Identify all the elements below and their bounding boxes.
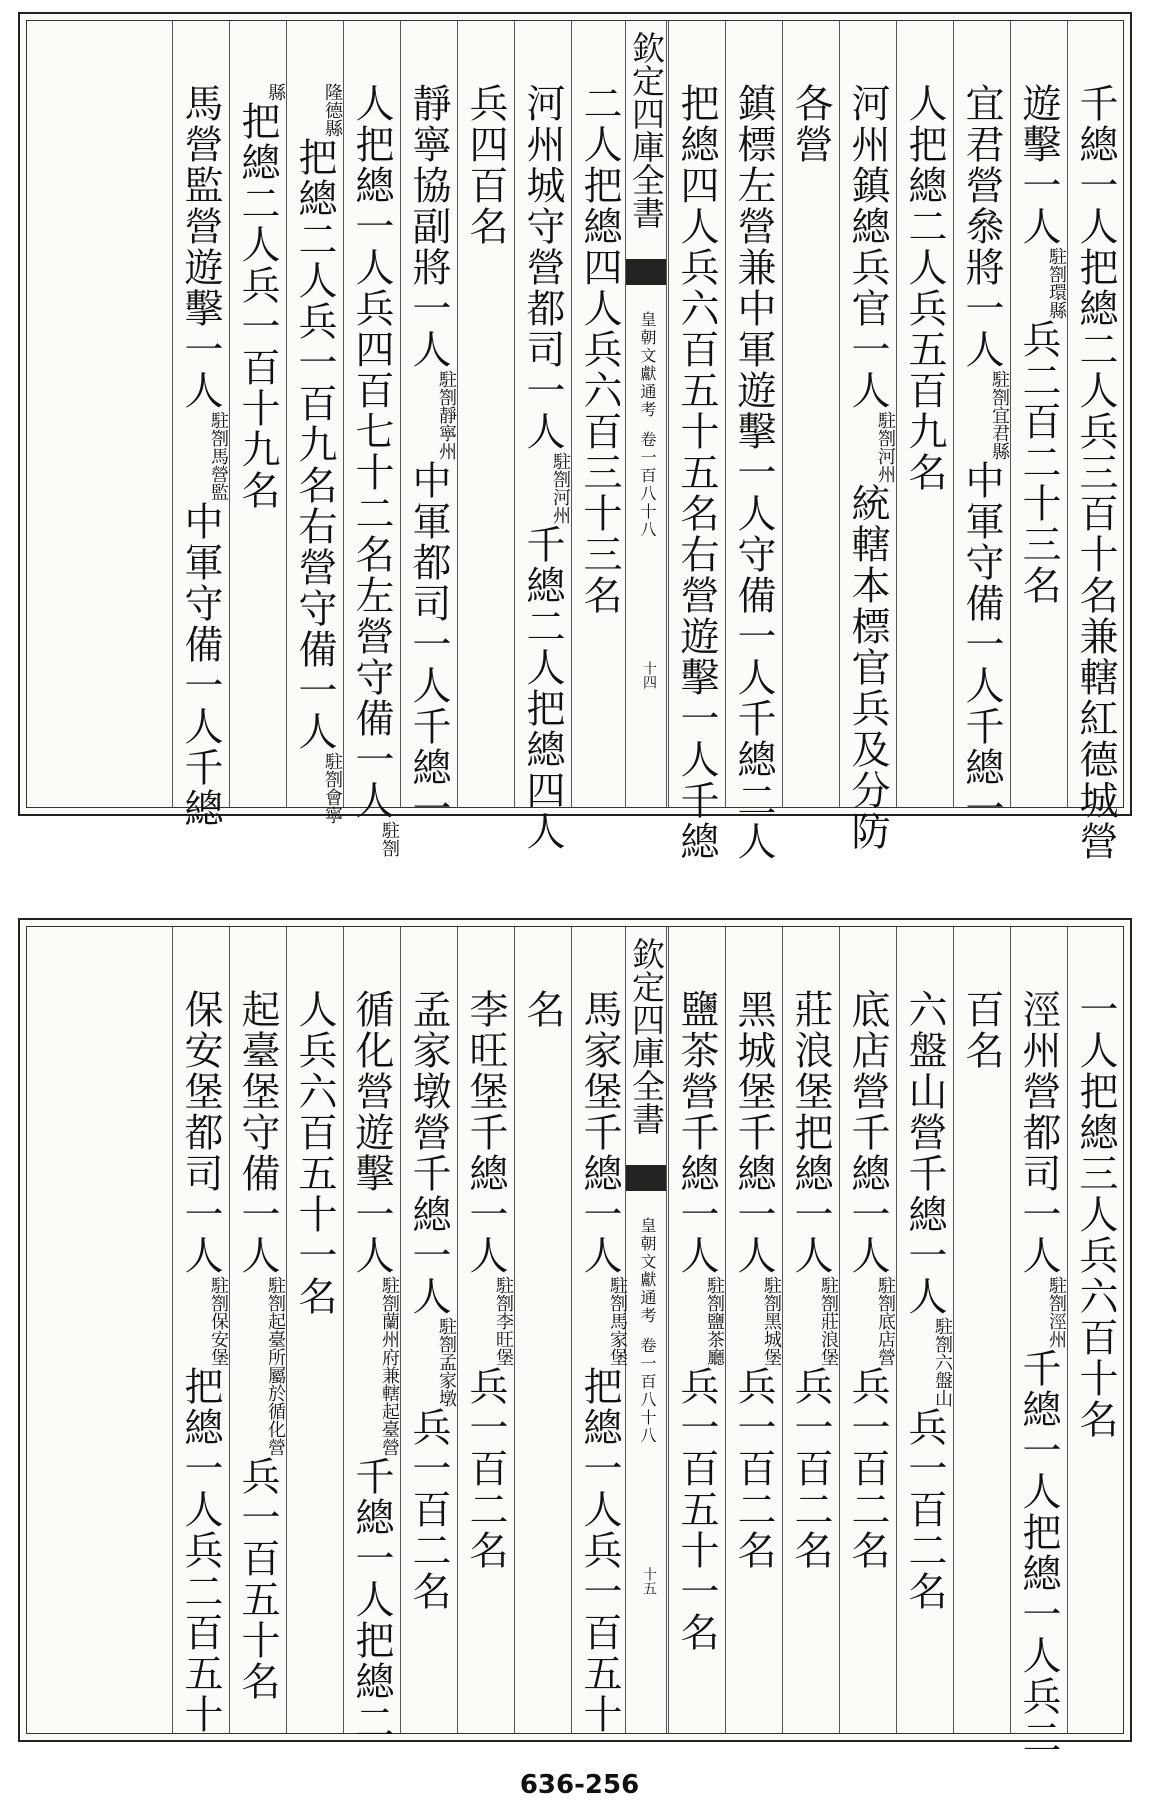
interlinear-note: 駐劄涇州	[1046, 1276, 1067, 1348]
center-fold-heading	[625, 927, 667, 1733]
column-text: 人兵六百五十一名	[292, 989, 337, 1317]
text-column	[896, 927, 952, 1733]
column-text: 百名	[959, 989, 1004, 1071]
fish-tail-mark	[626, 1165, 666, 1189]
book-title: 欽定四庫全書	[627, 31, 666, 229]
interlinear-note: 駐劄宜君縣	[989, 370, 1010, 460]
interlinear-note: 駐劄保安堡	[208, 1276, 229, 1366]
column-text: 河州城守營都司一人駐劄河州千總二人把總四人	[520, 83, 571, 852]
text-column	[514, 21, 571, 852]
page-label: 636-256	[519, 1770, 640, 1800]
text-column	[229, 927, 285, 1733]
interlinear-note: 駐劄蘭州府兼轄起臺營	[379, 1276, 400, 1456]
column-text: 起臺堡守備一人駐劄起臺所屬於循化營兵一百五十名	[235, 989, 286, 1702]
text-column	[668, 927, 724, 1733]
column-text: 李旺堡千總一人駐劄李旺堡兵一百二名	[463, 989, 514, 1571]
column-text: 馬家堡千總一人駐劄馬家堡把總一人兵一百五十	[577, 989, 628, 1735]
column-text: 隆德縣把總二人兵一百九名右營守備一人駐劄會寧	[292, 83, 343, 824]
text-column	[286, 21, 343, 824]
text-column	[514, 927, 570, 1733]
text-column	[1067, 927, 1123, 1733]
column-text: 二人把總四人兵六百三十三名	[577, 83, 622, 616]
column-text: 保安堡都司一人駐劄保安堡把總一人兵二百五十	[178, 989, 229, 1735]
text-column	[839, 21, 896, 852]
interlinear-note: 駐劄起臺所屬於循化營	[265, 1276, 286, 1456]
interlinear-note: 駐劄河州	[875, 411, 896, 483]
column-text: 孟家墩營千總一人駐劄孟家墩兵一百二名	[406, 989, 457, 1612]
column-text: 把總四人兵六百五十五名右營遊擊一人千總	[674, 83, 719, 862]
text-column	[725, 927, 781, 1733]
text-column	[1010, 927, 1067, 1758]
column-text: 宜君營叅將一人駐劄宜君縣中軍守備一人千總一	[959, 83, 1010, 829]
page-frame	[26, 926, 1124, 1758]
column-text: 鹽茶營千總一人駐劄鹽茶廳兵一百五十一名	[674, 989, 725, 1653]
text-column	[896, 21, 952, 807]
column-text: 名	[520, 989, 565, 1030]
interlinear-note: 駐劄馬家堡	[607, 1276, 628, 1366]
text-column	[400, 927, 456, 1733]
fish-tail-mark	[626, 259, 666, 283]
interlinear-note: 駐劄孟家墩	[436, 1317, 457, 1407]
column-text: 馬營監營遊擊一人駐劄馬營監中軍守備一人千總	[178, 83, 229, 829]
fish-tail-line	[626, 1189, 666, 1203]
interlinear-note: 駐劄河州	[550, 452, 571, 524]
text-column	[782, 927, 838, 1733]
interlinear-note: 駐劄馬營監	[208, 411, 229, 501]
page-frame	[26, 20, 1124, 862]
interlinear-note: 駐劄莊浪堡	[818, 1276, 839, 1366]
folio-number: 十五	[641, 1567, 657, 1595]
column-text: 底店營千總一人駐劄底店營兵一百二名	[845, 989, 896, 1571]
column-text: 遊擊一人駐劄環縣兵二百二十三名	[1016, 83, 1067, 606]
text-column	[229, 21, 285, 807]
interlinear-note: 縣	[265, 83, 286, 101]
column-text: 靜寧協副將一人駐劄靜寧州中軍都司一人千總一	[406, 83, 457, 829]
volume-number: 卷一百八十八	[638, 431, 657, 539]
text-column	[343, 21, 400, 857]
interlinear-note: 駐劄底店營	[875, 1276, 896, 1366]
book-subtitle: 皇朝文獻通考	[638, 1217, 657, 1325]
column-text: 人把總一人兵四百七十二名左營守備一人駐劄	[349, 83, 400, 857]
column-text: 人把總二人兵五百九名	[902, 83, 947, 493]
page-upper	[18, 12, 1132, 862]
text-column	[668, 21, 724, 862]
folio-number: 十四	[641, 661, 657, 689]
column-text: 六盤山營千總一人駐劄六盤山兵一百二名	[902, 989, 953, 1612]
text-column	[286, 927, 342, 1733]
column-text: 循化營遊擊一人駐劄蘭州府兼轄起臺營千總一人把總二	[349, 989, 400, 1743]
text-column	[343, 927, 400, 1743]
text-column	[1010, 21, 1066, 807]
interlinear-note: 駐劄六盤山	[932, 1317, 953, 1407]
column-text: 涇州營都司一人駐劄涇州千總一人把總一人兵二	[1016, 989, 1067, 1758]
text-column	[172, 21, 229, 829]
text-column	[400, 21, 457, 829]
interlinear-note: 駐劄靜寧州	[436, 370, 457, 460]
column-text: 莊浪堡把總一人駐劄莊浪堡兵一百二名	[788, 989, 839, 1571]
text-column	[782, 21, 838, 807]
column-text: 各營	[788, 83, 833, 165]
volume-number: 卷一百八十八	[638, 1337, 657, 1445]
text-column	[457, 927, 513, 1733]
interlinear-note: 駐劄會寧	[322, 752, 343, 824]
book-subtitle: 皇朝文獻通考	[638, 311, 657, 419]
column-text: 一人把總三人兵六百十名	[1073, 989, 1118, 1440]
text-column	[172, 927, 228, 1733]
text-column	[457, 21, 513, 807]
text-column	[839, 927, 895, 1733]
column-text: 河州鎮總兵官一人駐劄河州統轄本標官兵及分防	[845, 83, 896, 852]
text-column	[953, 21, 1010, 829]
text-column	[571, 21, 627, 807]
fish-tail-line	[626, 283, 666, 297]
column-text: 兵四百名	[463, 83, 508, 247]
interlinear-note: 駐劄李旺堡	[493, 1276, 514, 1366]
interlinear-note: 駐劄	[379, 821, 400, 857]
interlinear-note: 駐劄鹽茶廳	[704, 1276, 725, 1366]
text-column	[1067, 21, 1123, 862]
text-column	[953, 927, 1009, 1733]
interlinear-note: 隆德縣	[322, 83, 343, 137]
column-text: 千總一人把總二人兵三百十名兼轄紅德城營	[1073, 83, 1118, 862]
text-column	[571, 927, 627, 1733]
column-text: 黑城堡千總一人駐劄黑城堡兵一百二名	[731, 989, 782, 1571]
book-title: 欽定四庫全書	[627, 937, 666, 1135]
column-text: 鎮標左營兼中軍遊擊一人守備一人千總二人	[731, 83, 776, 862]
text-column	[725, 21, 781, 862]
center-fold-heading	[625, 21, 667, 807]
page-lower	[18, 918, 1132, 1758]
column-text: 縣把總二人兵一百十九名	[235, 83, 286, 511]
interlinear-note: 駐劄黑城堡	[761, 1276, 782, 1366]
interlinear-note: 駐劄環縣	[1046, 247, 1067, 319]
